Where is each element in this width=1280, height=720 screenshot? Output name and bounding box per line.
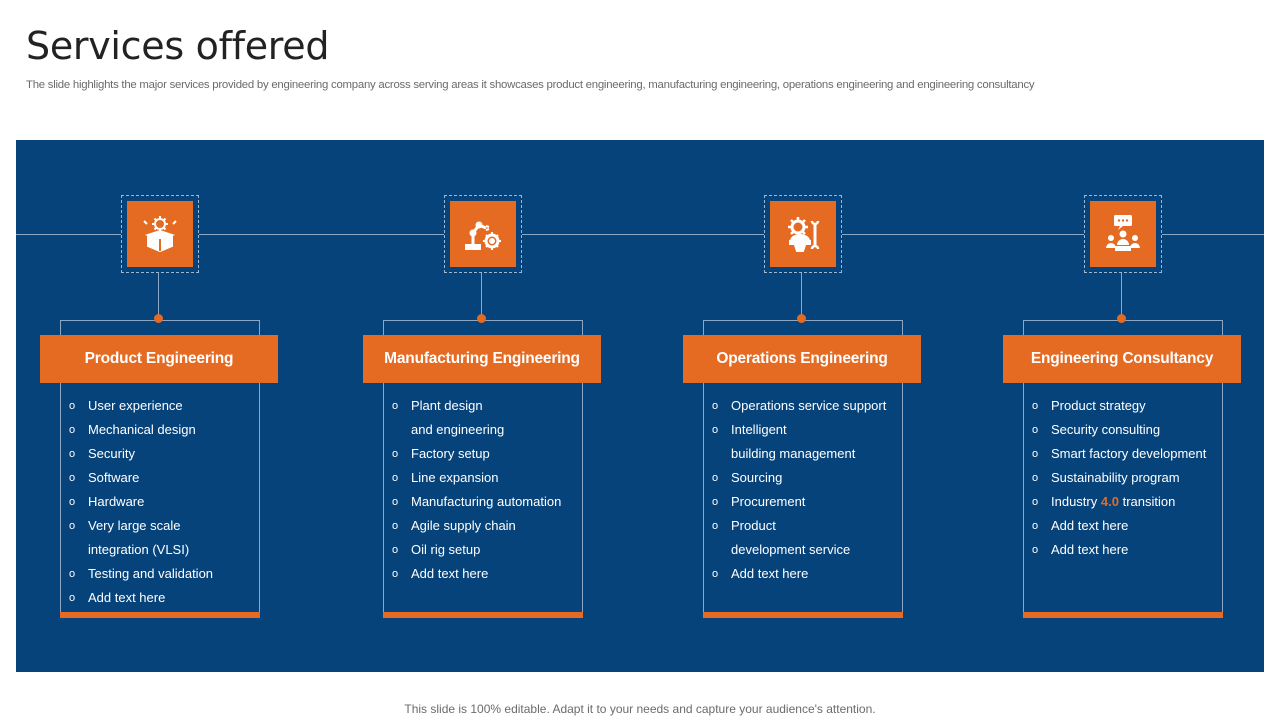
product-box-gear-icon	[127, 201, 193, 267]
icon-frame	[764, 195, 842, 273]
list-item: o Add text here	[392, 566, 489, 581]
list-item: o Agile supply chain	[392, 518, 516, 533]
list-item-continued: building management	[731, 446, 856, 461]
list-item: o Operations service support	[712, 398, 887, 413]
list-item-continued: development service	[731, 542, 851, 557]
footer-note: This slide is 100% editable. Adapt it to your needs and capture your audience's attention.	[404, 702, 876, 716]
list-item: o Factory setup	[392, 446, 490, 461]
vertical-connector	[158, 273, 159, 318]
page-title: Services offered	[26, 24, 330, 68]
service-heading: Product Engineering	[40, 335, 278, 383]
robot-arm-gear-icon	[450, 201, 516, 267]
list-item: o Software	[69, 470, 140, 485]
service-heading: Operations Engineering	[683, 335, 921, 383]
list-item: o Manufacturing automation	[392, 494, 562, 509]
list-item-continued: and engineering	[411, 422, 505, 437]
list-item: o Sustainability program	[1032, 470, 1180, 485]
card-bottom-bar	[60, 612, 260, 618]
connector-dot	[797, 314, 806, 323]
services-panel	[16, 140, 1264, 672]
service-list	[391, 394, 581, 586]
highlight-text: 4.0	[1100, 494, 1119, 509]
list-item: o Mechanical design	[69, 422, 196, 437]
connector-dot	[154, 314, 163, 323]
service-column-manufacturing	[363, 140, 601, 672]
list-item-continued: integration (VLSI)	[88, 542, 190, 557]
list-item: o Procurement	[712, 494, 806, 509]
list-item: o Add text here	[69, 590, 166, 605]
card-bottom-bar	[383, 612, 583, 618]
vertical-connector	[481, 273, 482, 318]
list-item: o Oil rig setup	[392, 542, 481, 557]
list-item: o Testing and validation	[69, 566, 214, 581]
list-item: o Security consulting	[1032, 422, 1161, 437]
service-column-consultancy	[1003, 140, 1241, 672]
card-bottom-bar	[1023, 612, 1223, 618]
list-item: o Sourcing	[712, 470, 783, 485]
connector-dot	[1117, 314, 1126, 323]
vertical-connector	[1121, 273, 1122, 318]
list-item: o Line expansion	[392, 470, 499, 485]
page-subtitle: The slide highlights the major services provided by engineering company across serving areas it showcases product engineering, manufacturing engineering, operations engineering and engineering consultancy	[26, 79, 1035, 91]
list-item: o Add text here	[712, 566, 809, 581]
service-heading: Manufacturing Engineering	[363, 335, 601, 383]
service-column-product	[40, 140, 278, 672]
list-item: o User experience	[69, 398, 183, 413]
service-column-operations	[683, 140, 921, 672]
icon-frame	[444, 195, 522, 273]
service-heading: Engineering Consultancy	[1003, 335, 1241, 383]
gear-wrench-engineer-icon	[770, 201, 836, 267]
list-item: o Hardware	[69, 494, 145, 509]
service-list	[1031, 394, 1221, 562]
list-item: o Intelligent	[712, 422, 787, 437]
list-item: o Product	[712, 518, 776, 533]
consulting-people-icon	[1090, 201, 1156, 267]
card-bottom-bar	[703, 612, 903, 618]
service-list	[711, 394, 901, 586]
list-item: o Smart factory development	[1032, 446, 1207, 461]
list-item: o Security	[69, 446, 135, 461]
list-item: o Add text here	[1032, 542, 1129, 557]
icon-frame	[1084, 195, 1162, 273]
list-item: o Add text here	[1032, 518, 1129, 533]
vertical-connector	[801, 273, 802, 318]
list-item: o Product strategy	[1032, 398, 1146, 413]
service-list	[68, 394, 258, 610]
list-item: o Plant design	[392, 398, 483, 413]
list-item: o Very large scale	[69, 518, 181, 533]
icon-frame	[121, 195, 199, 273]
list-item: o Industry 4.0 transition	[1032, 494, 1176, 509]
connector-dot	[477, 314, 486, 323]
